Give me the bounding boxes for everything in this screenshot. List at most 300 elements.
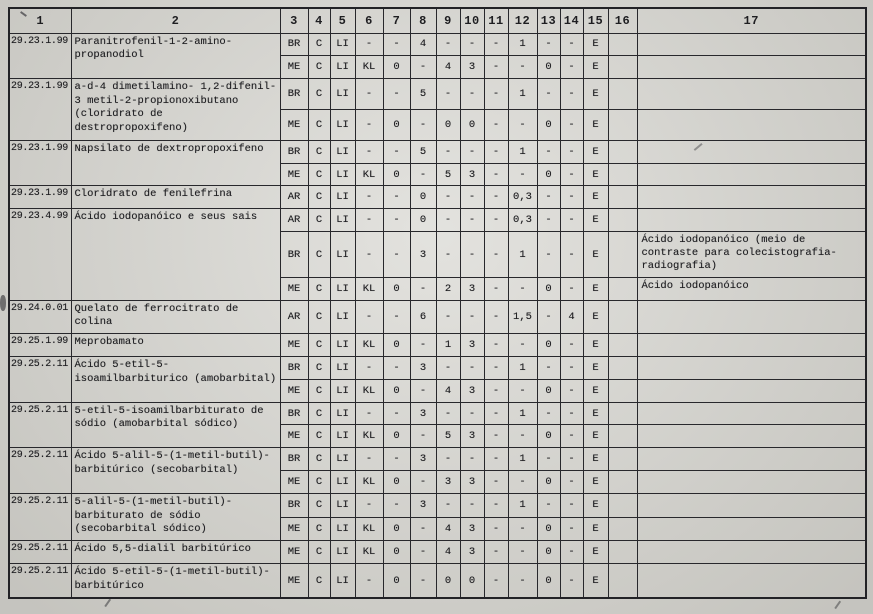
column-header: 8 bbox=[410, 8, 436, 33]
value-cell: C bbox=[308, 33, 330, 56]
column-header: 13 bbox=[537, 8, 560, 33]
value-cell: C bbox=[308, 379, 330, 402]
value-cell: BR bbox=[280, 402, 308, 425]
value-cell: - bbox=[436, 33, 460, 56]
value-cell: 1 bbox=[508, 33, 537, 56]
code-cell: 29.25.2.11 bbox=[9, 402, 71, 448]
value-cell: BR bbox=[280, 493, 308, 517]
scan-artifact bbox=[0, 295, 6, 311]
value-cell: - bbox=[537, 402, 560, 425]
note-cell bbox=[637, 56, 866, 79]
value-cell: KL bbox=[355, 517, 383, 541]
value-cell: - bbox=[508, 564, 537, 598]
value-cell bbox=[608, 541, 637, 564]
note-cell bbox=[637, 425, 866, 448]
description-cell: Ácido 5,5-dialil barbitúrico bbox=[71, 541, 280, 564]
value-cell: - bbox=[436, 209, 460, 232]
value-cell: - bbox=[508, 517, 537, 541]
value-cell: 3 bbox=[410, 357, 436, 380]
column-header: 12 bbox=[508, 8, 537, 33]
value-cell: LI bbox=[330, 541, 355, 564]
value-cell: - bbox=[508, 56, 537, 79]
value-cell: - bbox=[508, 425, 537, 448]
value-cell: - bbox=[410, 564, 436, 598]
value-cell: - bbox=[560, 56, 583, 79]
value-cell: BR bbox=[280, 232, 308, 278]
value-cell: 5 bbox=[410, 79, 436, 110]
value-cell: - bbox=[410, 56, 436, 79]
value-cell: 0 bbox=[537, 334, 560, 357]
value-cell: 0 bbox=[460, 109, 484, 140]
value-cell: 0 bbox=[537, 517, 560, 541]
value-cell: LI bbox=[330, 186, 355, 209]
value-cell: LI bbox=[330, 471, 355, 494]
value-cell: LI bbox=[330, 517, 355, 541]
description-cell: 5-etil-5-isoamilbarbiturato de sódio (amobarbital sódico) bbox=[71, 402, 280, 448]
value-cell: E bbox=[583, 186, 608, 209]
value-cell: C bbox=[308, 209, 330, 232]
note-cell: Ácido iodopanóico (meio de contraste para colecistografia-radiografia) bbox=[637, 232, 866, 278]
value-cell: E bbox=[583, 402, 608, 425]
value-cell: - bbox=[537, 33, 560, 56]
table-row bbox=[9, 209, 866, 232]
column-header: 7 bbox=[383, 8, 410, 33]
value-cell: 0 bbox=[537, 109, 560, 140]
value-cell: C bbox=[308, 564, 330, 598]
table-row bbox=[9, 79, 866, 110]
value-cell: 0 bbox=[383, 109, 410, 140]
value-cell: 0 bbox=[537, 379, 560, 402]
value-cell: 1 bbox=[436, 334, 460, 357]
value-cell bbox=[608, 278, 637, 301]
code-cell: 29.25.2.11 bbox=[9, 564, 71, 598]
note-cell bbox=[637, 493, 866, 517]
value-cell: - bbox=[560, 33, 583, 56]
value-cell: BR bbox=[280, 140, 308, 163]
description-cell: Ácido 5-alil-5-(1-metil-butil)-barbitúrico (secobarbital) bbox=[71, 448, 280, 494]
value-cell: 3 bbox=[460, 541, 484, 564]
value-cell bbox=[608, 471, 637, 494]
value-cell: - bbox=[484, 33, 508, 56]
value-cell: 5 bbox=[436, 425, 460, 448]
column-header: 6 bbox=[355, 8, 383, 33]
value-cell: - bbox=[484, 300, 508, 333]
value-cell: LI bbox=[330, 300, 355, 333]
value-cell: LI bbox=[330, 564, 355, 598]
value-cell: 3 bbox=[460, 425, 484, 448]
value-cell: - bbox=[460, 209, 484, 232]
value-cell: LI bbox=[330, 109, 355, 140]
value-cell: E bbox=[583, 163, 608, 186]
value-cell: - bbox=[460, 300, 484, 333]
value-cell: 0 bbox=[383, 379, 410, 402]
value-cell: KL bbox=[355, 425, 383, 448]
value-cell: - bbox=[560, 232, 583, 278]
value-cell: E bbox=[583, 56, 608, 79]
column-header: 3 bbox=[280, 8, 308, 33]
value-cell: ME bbox=[280, 56, 308, 79]
value-cell: 1 bbox=[508, 493, 537, 517]
value-cell: 0 bbox=[537, 278, 560, 301]
value-cell: KL bbox=[355, 541, 383, 564]
value-cell: LI bbox=[330, 79, 355, 110]
value-cell: E bbox=[583, 109, 608, 140]
value-cell: - bbox=[460, 402, 484, 425]
note-cell bbox=[637, 379, 866, 402]
value-cell: - bbox=[460, 448, 484, 471]
value-cell: C bbox=[308, 357, 330, 380]
description-cell: Cloridrato de fenilefrina bbox=[71, 186, 280, 209]
value-cell: - bbox=[460, 186, 484, 209]
table-row bbox=[9, 448, 866, 471]
value-cell: - bbox=[508, 278, 537, 301]
value-cell: - bbox=[484, 79, 508, 110]
value-cell: ME bbox=[280, 278, 308, 301]
value-cell: ME bbox=[280, 109, 308, 140]
value-cell: 2 bbox=[436, 278, 460, 301]
value-cell: - bbox=[560, 278, 583, 301]
value-cell: - bbox=[383, 79, 410, 110]
value-cell: 3 bbox=[410, 402, 436, 425]
value-cell: - bbox=[436, 448, 460, 471]
value-cell: - bbox=[383, 300, 410, 333]
value-cell: - bbox=[560, 493, 583, 517]
value-cell: - bbox=[355, 564, 383, 598]
value-cell: - bbox=[383, 140, 410, 163]
value-cell: - bbox=[410, 517, 436, 541]
value-cell: - bbox=[410, 379, 436, 402]
value-cell: BR bbox=[280, 448, 308, 471]
note-cell bbox=[637, 564, 866, 598]
value-cell: - bbox=[484, 232, 508, 278]
table-row bbox=[9, 564, 866, 598]
value-cell: 3 bbox=[460, 517, 484, 541]
value-cell: - bbox=[537, 186, 560, 209]
value-cell: E bbox=[583, 300, 608, 333]
column-header: 4 bbox=[308, 8, 330, 33]
value-cell: - bbox=[508, 334, 537, 357]
value-cell: E bbox=[583, 334, 608, 357]
value-cell: KL bbox=[355, 471, 383, 494]
note-cell bbox=[637, 300, 866, 333]
value-cell: - bbox=[484, 379, 508, 402]
value-cell: C bbox=[308, 79, 330, 110]
column-header: 10 bbox=[460, 8, 484, 33]
value-cell bbox=[608, 109, 637, 140]
value-cell: C bbox=[308, 402, 330, 425]
value-cell: - bbox=[383, 402, 410, 425]
value-cell bbox=[608, 564, 637, 598]
value-cell: C bbox=[308, 278, 330, 301]
value-cell: 0 bbox=[383, 334, 410, 357]
value-cell: LI bbox=[330, 278, 355, 301]
value-cell: 4 bbox=[436, 517, 460, 541]
value-cell: - bbox=[436, 186, 460, 209]
value-cell: - bbox=[436, 79, 460, 110]
column-header: 2 bbox=[71, 8, 280, 33]
value-cell: - bbox=[355, 140, 383, 163]
value-cell: BR bbox=[280, 33, 308, 56]
value-cell: LI bbox=[330, 357, 355, 380]
value-cell: - bbox=[484, 278, 508, 301]
value-cell bbox=[608, 357, 637, 380]
value-cell: E bbox=[583, 448, 608, 471]
value-cell: - bbox=[560, 517, 583, 541]
code-cell: 29.24.0.01 bbox=[9, 300, 71, 333]
table-header bbox=[9, 8, 866, 33]
value-cell: - bbox=[484, 56, 508, 79]
value-cell: - bbox=[560, 564, 583, 598]
description-cell: Paranitrofenil-1-2-amino-propanodiol bbox=[71, 33, 280, 79]
value-cell: - bbox=[355, 33, 383, 56]
value-cell: 3 bbox=[460, 471, 484, 494]
tariff-table bbox=[8, 7, 867, 599]
value-cell bbox=[608, 209, 637, 232]
value-cell: - bbox=[355, 448, 383, 471]
value-cell: 0 bbox=[537, 471, 560, 494]
code-cell: 29.23.4.99 bbox=[9, 209, 71, 301]
value-cell: - bbox=[560, 425, 583, 448]
code-cell: 29.25.2.11 bbox=[9, 448, 71, 494]
value-cell: - bbox=[537, 448, 560, 471]
value-cell: E bbox=[583, 357, 608, 380]
value-cell: - bbox=[383, 186, 410, 209]
value-cell: - bbox=[355, 232, 383, 278]
note-cell bbox=[637, 357, 866, 380]
value-cell: LI bbox=[330, 209, 355, 232]
value-cell: E bbox=[583, 33, 608, 56]
value-cell: LI bbox=[330, 402, 355, 425]
header-row bbox=[9, 8, 866, 33]
value-cell: 0 bbox=[537, 425, 560, 448]
value-cell: ME bbox=[280, 163, 308, 186]
value-cell: - bbox=[355, 493, 383, 517]
value-cell: 1 bbox=[508, 79, 537, 110]
table-row bbox=[9, 33, 866, 56]
value-cell bbox=[608, 186, 637, 209]
value-cell bbox=[608, 334, 637, 357]
value-cell bbox=[608, 300, 637, 333]
value-cell: - bbox=[560, 109, 583, 140]
value-cell: - bbox=[537, 79, 560, 110]
value-cell: - bbox=[484, 425, 508, 448]
code-cell: 29.25.1.99 bbox=[9, 334, 71, 357]
value-cell: ME bbox=[280, 471, 308, 494]
value-cell bbox=[608, 79, 637, 110]
value-cell: - bbox=[410, 278, 436, 301]
value-cell: - bbox=[383, 232, 410, 278]
value-cell: 3 bbox=[410, 232, 436, 278]
value-cell: LI bbox=[330, 56, 355, 79]
value-cell: - bbox=[436, 232, 460, 278]
value-cell: 6 bbox=[410, 300, 436, 333]
value-cell: - bbox=[484, 402, 508, 425]
value-cell: - bbox=[355, 109, 383, 140]
value-cell: 1 bbox=[508, 448, 537, 471]
value-cell: - bbox=[537, 300, 560, 333]
value-cell: LI bbox=[330, 334, 355, 357]
column-header: 16 bbox=[608, 8, 637, 33]
code-cell: 29.23.1.99 bbox=[9, 186, 71, 209]
value-cell: - bbox=[436, 402, 460, 425]
value-cell: - bbox=[537, 209, 560, 232]
value-cell: C bbox=[308, 517, 330, 541]
column-header: 1 bbox=[9, 8, 71, 33]
value-cell: 3 bbox=[460, 334, 484, 357]
value-cell: - bbox=[410, 425, 436, 448]
value-cell: - bbox=[355, 186, 383, 209]
value-cell: - bbox=[383, 33, 410, 56]
description-cell: Napsilato de dextropropoxifeno bbox=[71, 140, 280, 186]
description-cell: Ácido iodopanóico e seus sais bbox=[71, 209, 280, 301]
value-cell: C bbox=[308, 448, 330, 471]
value-cell: - bbox=[410, 334, 436, 357]
value-cell bbox=[608, 493, 637, 517]
table-row bbox=[9, 334, 866, 357]
value-cell: 0 bbox=[383, 278, 410, 301]
value-cell: - bbox=[484, 564, 508, 598]
note-cell bbox=[637, 471, 866, 494]
note-cell bbox=[637, 33, 866, 56]
value-cell: 0 bbox=[383, 56, 410, 79]
value-cell: AR bbox=[280, 186, 308, 209]
value-cell: KL bbox=[355, 334, 383, 357]
value-cell: 3 bbox=[436, 471, 460, 494]
code-cell: 29.25.2.11 bbox=[9, 357, 71, 403]
value-cell: 4 bbox=[410, 33, 436, 56]
description-cell: 5-alil-5-(1-metil-butil)-barbiturato de sódio (secobarbital sódico) bbox=[71, 493, 280, 541]
value-cell: - bbox=[560, 209, 583, 232]
value-cell: - bbox=[355, 209, 383, 232]
code-cell: 29.23.1.99 bbox=[9, 140, 71, 186]
value-cell: E bbox=[583, 209, 608, 232]
value-cell: 3 bbox=[460, 163, 484, 186]
value-cell: 0 bbox=[537, 564, 560, 598]
table-row bbox=[9, 140, 866, 163]
column-header: 14 bbox=[560, 8, 583, 33]
value-cell: ME bbox=[280, 425, 308, 448]
column-header: 9 bbox=[436, 8, 460, 33]
value-cell: - bbox=[355, 79, 383, 110]
value-cell: LI bbox=[330, 493, 355, 517]
value-cell: 4 bbox=[436, 541, 460, 564]
description-cell: Meprobamato bbox=[71, 334, 280, 357]
value-cell: 0 bbox=[383, 163, 410, 186]
value-cell: ME bbox=[280, 541, 308, 564]
value-cell: 0 bbox=[383, 564, 410, 598]
value-cell: C bbox=[308, 471, 330, 494]
value-cell: 0 bbox=[460, 564, 484, 598]
table-row bbox=[9, 541, 866, 564]
value-cell: - bbox=[484, 357, 508, 380]
value-cell: E bbox=[583, 379, 608, 402]
value-cell bbox=[608, 56, 637, 79]
value-cell: - bbox=[460, 140, 484, 163]
value-cell: 0 bbox=[537, 541, 560, 564]
value-cell bbox=[608, 448, 637, 471]
value-cell: 0 bbox=[436, 109, 460, 140]
value-cell: - bbox=[560, 140, 583, 163]
note-cell bbox=[637, 402, 866, 425]
value-cell: - bbox=[508, 163, 537, 186]
value-cell: - bbox=[484, 163, 508, 186]
value-cell: - bbox=[560, 334, 583, 357]
value-cell: LI bbox=[330, 448, 355, 471]
value-cell: 4 bbox=[436, 56, 460, 79]
value-cell: C bbox=[308, 140, 330, 163]
value-cell: - bbox=[560, 186, 583, 209]
value-cell: LI bbox=[330, 163, 355, 186]
code-cell: 29.25.2.11 bbox=[9, 493, 71, 541]
value-cell: E bbox=[583, 278, 608, 301]
value-cell: - bbox=[383, 209, 410, 232]
value-cell: - bbox=[560, 357, 583, 380]
value-cell: LI bbox=[330, 232, 355, 278]
value-cell: - bbox=[484, 541, 508, 564]
value-cell: E bbox=[583, 79, 608, 110]
value-cell: 1 bbox=[508, 140, 537, 163]
value-cell bbox=[608, 379, 637, 402]
value-cell: 0 bbox=[410, 186, 436, 209]
description-cell: Ácido 5-etil-5-(1-metil-butil)-barbitúrico bbox=[71, 564, 280, 598]
value-cell bbox=[608, 425, 637, 448]
value-cell: ME bbox=[280, 517, 308, 541]
table-row bbox=[9, 493, 866, 517]
value-cell: 3 bbox=[460, 379, 484, 402]
note-cell bbox=[637, 517, 866, 541]
note-cell bbox=[637, 109, 866, 140]
value-cell bbox=[608, 232, 637, 278]
value-cell: BR bbox=[280, 357, 308, 380]
value-cell: 0,3 bbox=[508, 209, 537, 232]
value-cell: E bbox=[583, 541, 608, 564]
value-cell: - bbox=[484, 140, 508, 163]
value-cell: - bbox=[537, 232, 560, 278]
value-cell: - bbox=[460, 79, 484, 110]
value-cell: - bbox=[484, 209, 508, 232]
value-cell bbox=[608, 163, 637, 186]
value-cell: 1 bbox=[508, 357, 537, 380]
value-cell: - bbox=[508, 541, 537, 564]
table-row bbox=[9, 402, 866, 425]
note-cell bbox=[637, 79, 866, 110]
value-cell: - bbox=[484, 448, 508, 471]
value-cell: 1,5 bbox=[508, 300, 537, 333]
value-cell: E bbox=[583, 493, 608, 517]
note-cell bbox=[637, 163, 866, 186]
value-cell bbox=[608, 140, 637, 163]
value-cell bbox=[608, 517, 637, 541]
value-cell: E bbox=[583, 471, 608, 494]
value-cell: BR bbox=[280, 79, 308, 110]
value-cell: - bbox=[383, 493, 410, 517]
table-row bbox=[9, 300, 866, 333]
value-cell: 0 bbox=[383, 425, 410, 448]
value-cell: - bbox=[383, 448, 410, 471]
value-cell: - bbox=[560, 471, 583, 494]
value-cell: E bbox=[583, 517, 608, 541]
column-header: 17 bbox=[637, 8, 866, 33]
value-cell: - bbox=[560, 402, 583, 425]
value-cell: E bbox=[583, 425, 608, 448]
scan-artifact bbox=[104, 599, 110, 607]
value-cell: - bbox=[484, 186, 508, 209]
value-cell: - bbox=[355, 402, 383, 425]
value-cell: - bbox=[355, 357, 383, 380]
value-cell: C bbox=[308, 300, 330, 333]
column-header: 15 bbox=[583, 8, 608, 33]
value-cell: - bbox=[484, 334, 508, 357]
